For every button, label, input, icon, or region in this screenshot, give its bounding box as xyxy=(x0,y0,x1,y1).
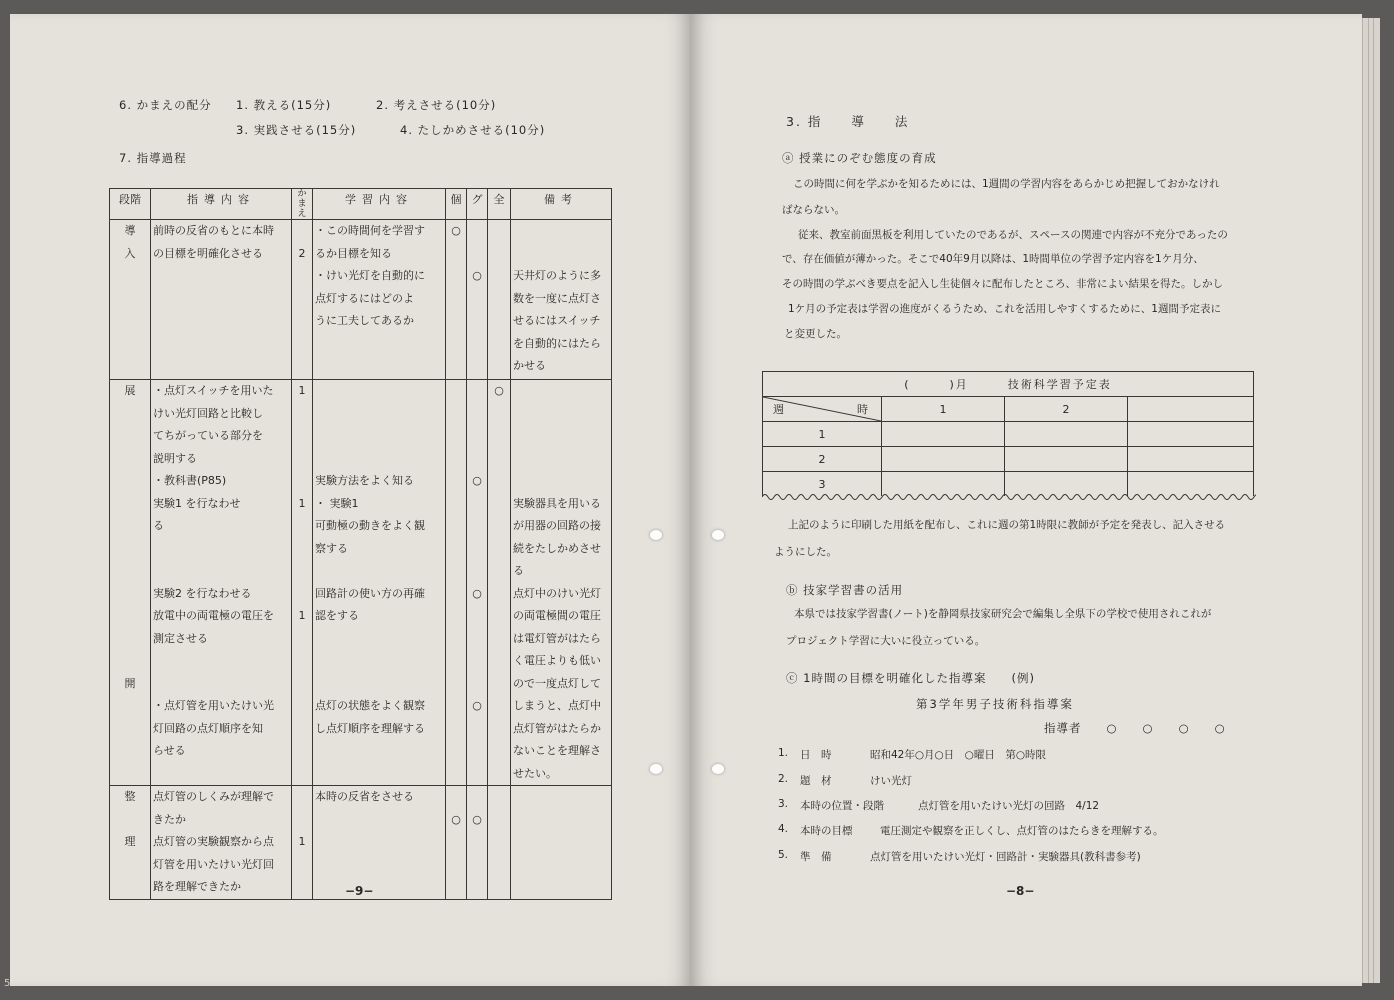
plan-item-value: 点灯管を用いたけい光灯・回路計・実験器具(教科書参考) xyxy=(870,851,1141,863)
cell-line xyxy=(315,403,443,426)
cell-line: 理 xyxy=(124,835,136,848)
cell-line xyxy=(112,493,148,516)
cell-line xyxy=(294,425,310,448)
cell-kamae xyxy=(292,220,313,380)
cell-line: 数を一度に点灯さ xyxy=(513,291,601,305)
cell-line: が用器の回路の接 xyxy=(513,519,601,532)
cell-line xyxy=(112,403,148,426)
cell-line xyxy=(315,380,443,403)
cell-line xyxy=(469,448,485,471)
cell-content xyxy=(151,220,292,380)
cell-line xyxy=(315,673,443,696)
cell-line xyxy=(294,220,310,243)
cell-line xyxy=(469,243,485,266)
schedule-row-label: 3 xyxy=(763,472,882,497)
cell-line: 可動極の動きをよく観 xyxy=(315,519,425,532)
cell-line xyxy=(112,650,148,673)
cell-line xyxy=(469,605,485,628)
cell-line xyxy=(153,673,289,696)
cell-line: 整 xyxy=(124,790,136,803)
plan-item-label: 題 材 xyxy=(800,775,832,787)
col-header: 備考 xyxy=(511,189,612,220)
cell-line: 実験2 を行なわせる xyxy=(153,586,252,600)
cell-line xyxy=(469,403,485,426)
paragraph-line: で、存在価値が薄かった。そこで40年9月以降は、1時間単位の学習予定内容を1ケ月分、 xyxy=(782,253,1204,265)
paragraph-line: プロジェクト学習に大いに役立っている。 xyxy=(786,635,986,647)
schedule-cell xyxy=(1005,447,1128,472)
cell-line: ・ 実験1 xyxy=(315,496,359,510)
cell-line: 灯管を用いたけい光灯回 xyxy=(153,857,274,871)
cell-stage xyxy=(110,786,151,900)
cell-zen xyxy=(488,380,511,786)
cell-line xyxy=(315,425,443,448)
plan-item-num: 1. xyxy=(778,747,789,759)
plan-item-num: 3. xyxy=(778,798,789,810)
corner-mark: 5 xyxy=(4,978,12,989)
cell-line xyxy=(112,583,148,606)
cell-line xyxy=(513,470,609,493)
folio: −8− xyxy=(1006,884,1035,898)
schedule-title: ( )月 技術科学習予定表 xyxy=(763,372,1254,397)
cell-line: ○ xyxy=(451,812,461,826)
cell-line: 導 xyxy=(124,224,136,237)
schedule-table xyxy=(762,371,1254,496)
cell-line xyxy=(294,583,310,606)
cell-line: 点灯するにはどのよ xyxy=(315,291,414,305)
subsection-a-heading: ⓐ 授業にのぞむ態度の育成 xyxy=(782,151,937,165)
cell-line xyxy=(294,448,310,471)
cell-line xyxy=(153,560,289,583)
cell-gu xyxy=(467,380,488,786)
cell-line xyxy=(513,403,609,426)
folio: −9− xyxy=(345,884,374,898)
plan-item-label: 準 備 xyxy=(800,851,832,863)
cell-line xyxy=(469,786,485,809)
cell-line: 説明する xyxy=(153,451,197,465)
cell-line: ○ xyxy=(472,699,482,712)
paragraph-line: 上記のように印刷した用紙を配布し、これに週の第1時限に教師が予定を発表し、記入させる xyxy=(788,519,1226,531)
wavy-cut-line xyxy=(762,492,1256,502)
cell-line: 開 xyxy=(124,676,136,690)
cell-kamae xyxy=(292,786,313,900)
cell-line: しまうと、点灯中 xyxy=(513,699,601,712)
cell-line: 灯回路の点灯順序を知 xyxy=(153,721,263,735)
cell-zen xyxy=(488,220,511,380)
cell-line: ので一度点灯して xyxy=(513,676,601,690)
cell-line: の目標を明確化させる xyxy=(153,246,263,260)
cell-learning xyxy=(313,220,446,380)
schedule-cell xyxy=(1128,447,1254,472)
cell-stage xyxy=(110,380,151,786)
schedule-col-header: 2 xyxy=(1005,397,1128,422)
week-label: 週 xyxy=(773,403,784,416)
cell-line: てちがっている部分を xyxy=(153,429,263,442)
period-label: 時 xyxy=(857,403,868,416)
cell-line: ・教科書(P85) xyxy=(153,474,227,487)
cell-line: を自動的にはたら xyxy=(513,336,601,350)
col-header: 学習内容 xyxy=(313,189,446,220)
plan-title: 第3学年男子技術科指導案 xyxy=(916,697,1074,711)
cell-line xyxy=(294,786,310,809)
schedule-row-label: 1 xyxy=(763,422,882,447)
cell-line: ○ xyxy=(472,269,482,282)
cell-line: 点灯管がはたらか xyxy=(513,721,601,735)
cell-notes xyxy=(511,380,612,786)
binding-hole xyxy=(650,530,662,540)
paragraph-line: ばならない。 xyxy=(782,204,845,216)
cell-line: ○ xyxy=(472,586,482,600)
cell-line: 1 xyxy=(298,384,306,397)
cell-content xyxy=(151,380,292,786)
cell-learning xyxy=(313,380,446,786)
item7-heading: 7. 指導過程 xyxy=(119,151,187,165)
cell-notes xyxy=(511,220,612,380)
cell-line: 点灯の状態をよく観察 xyxy=(315,699,425,712)
cell-line xyxy=(469,673,485,696)
cell-line: 回路計の使い方の再確 xyxy=(315,586,425,600)
cell-line xyxy=(294,538,310,561)
item6-label: 6. かまえの配分 xyxy=(119,98,212,112)
right-page xyxy=(690,14,1362,986)
paragraph-line: 本県では技家学習書(ノート)を静岡県技家研究会で編集し全県下の学校で使用されこれが xyxy=(794,608,1212,620)
cell-line: 点灯管の実験観察から点 xyxy=(153,835,274,848)
cell-line: ○ xyxy=(451,224,461,237)
table-row xyxy=(110,220,612,380)
cell-line xyxy=(513,220,609,243)
cell-line: 点灯中のけい光灯 xyxy=(513,586,601,600)
plan-item-label: 本時の目標 xyxy=(800,825,853,837)
cell-line xyxy=(112,515,148,538)
cell-line: く電圧よりも低い xyxy=(513,654,601,667)
cell-kamae xyxy=(292,380,313,786)
plan-item-value: 昭和42年○月○日 ○曜日 第○時限 xyxy=(870,749,1047,761)
subsection-c-heading: ⓒ 1時間の目標を明確化した指導案 (例) xyxy=(786,671,1035,685)
process-table xyxy=(109,188,612,900)
cell-stage xyxy=(110,220,151,380)
paragraph-line: ようにした。 xyxy=(774,546,837,558)
cell-line xyxy=(315,560,443,583)
cell-line: ・点灯スイッチを用いた xyxy=(153,384,274,397)
cell-line: し点灯順序を理解する xyxy=(315,721,425,735)
cell-line xyxy=(112,809,148,832)
cell-line xyxy=(469,425,485,448)
cell-line: る xyxy=(153,519,164,532)
cell-ko xyxy=(446,380,467,786)
cell-line xyxy=(112,560,148,583)
plan-item-num: 4. xyxy=(778,823,789,835)
header-row xyxy=(110,189,612,220)
cell-line xyxy=(112,448,148,471)
paragraph-line: その時間の学ぶべき要点を記入し生徒個々に配布したところ、非常によい結果を得た。しかし xyxy=(782,278,1223,290)
table-row xyxy=(110,380,612,786)
cell-line: らせる xyxy=(153,744,186,757)
paragraph-line: 1ケ月の予定表は学習の進度がくるうため、これを活用しやすくするために、1週間予定表に xyxy=(788,303,1221,315)
schedule-cell xyxy=(1128,422,1254,447)
item6-a: 1. 教える(15分) xyxy=(236,98,332,112)
cell-line: ○ xyxy=(472,474,482,487)
schedule-cell xyxy=(882,447,1005,472)
cell-line: 路を理解できたか xyxy=(153,880,241,893)
binding-hole xyxy=(650,764,662,774)
plan-item-label: 本時の位置・段階 xyxy=(800,800,884,812)
schedule-cell xyxy=(882,422,1005,447)
paragraph-line: と変更した。 xyxy=(784,328,847,340)
item6-d: 4. たしかめさせる(10分) xyxy=(400,123,546,137)
cell-line xyxy=(315,650,443,673)
col-header: かまえ xyxy=(292,189,313,220)
schedule-col-header xyxy=(1128,397,1254,422)
subsection-b-heading: ⓑ 技家学習書の活用 xyxy=(786,583,904,597)
cell-line xyxy=(112,605,148,628)
paragraph-line: この時間に何を学ぶかを知るためには、1週間の学習内容をあらかじめ把握しておかなけれ xyxy=(793,178,1220,190)
cell-line xyxy=(112,628,148,651)
cell-line: 前時の反省のもとに本時 xyxy=(153,224,274,237)
cell-line: せたい。 xyxy=(513,766,557,780)
table-row xyxy=(110,786,612,900)
cell-line xyxy=(153,538,289,561)
cell-line xyxy=(112,538,148,561)
plan-item-num: 2. xyxy=(778,773,789,785)
cell-zen xyxy=(488,786,511,900)
cell-learning xyxy=(313,786,446,900)
cell-line xyxy=(469,650,485,673)
plan-item-label: 日 時 xyxy=(800,749,832,761)
schedule-row-label: 2 xyxy=(763,447,882,472)
col-header: 段階 xyxy=(110,189,151,220)
cell-line xyxy=(112,470,148,493)
page-edge xyxy=(1373,18,1380,983)
cell-line xyxy=(469,220,485,243)
cell-line: ・点灯管を用いたけい光 xyxy=(153,699,274,712)
cell-line xyxy=(469,538,485,561)
cell-line: の両電極間の電圧 xyxy=(513,609,601,622)
cell-line: る xyxy=(513,564,524,577)
cell-line xyxy=(513,380,609,403)
cell-line: きたか xyxy=(153,812,186,826)
col-header: 全 xyxy=(488,189,511,220)
cell-ko xyxy=(446,220,467,380)
cell-line xyxy=(469,560,485,583)
cell-line xyxy=(469,515,485,538)
schedule-col-header: 1 xyxy=(882,397,1005,422)
cell-line: 1 xyxy=(298,835,306,848)
cell-line: 2 xyxy=(298,246,306,260)
cell-line: ないことを理解さ xyxy=(513,744,601,757)
cell-line: 本時の反省をさせる xyxy=(315,790,414,803)
cell-line: ○ xyxy=(472,812,482,826)
cell-line: うに工夫してあるか xyxy=(315,314,414,327)
cell-line xyxy=(315,448,443,471)
cell-line: 実験器具を用いる xyxy=(513,496,601,510)
cell-line: 放電中の両電極の電圧を xyxy=(153,609,274,622)
item6-c: 3. 実践させる(15分) xyxy=(236,123,357,137)
cell-line xyxy=(294,470,310,493)
col-header: 個 xyxy=(446,189,467,220)
cell-line: ○ xyxy=(494,384,504,397)
cell-line: 点灯管のしくみが理解で xyxy=(153,790,274,803)
cell-line: 入 xyxy=(124,246,136,260)
cell-content xyxy=(151,786,292,900)
cell-line: けい光灯回路と比較し xyxy=(153,406,263,420)
cell-line xyxy=(469,628,485,651)
plan-item-value: けい光灯 xyxy=(870,775,912,787)
cell-line xyxy=(294,809,310,832)
cell-line: 天井灯のように多 xyxy=(513,269,601,282)
binding-hole xyxy=(712,764,724,774)
cell-line: 続をたしかめさせ xyxy=(513,541,601,555)
cell-line: せるにはスイッチ xyxy=(513,314,601,327)
plan-item-num: 5. xyxy=(778,849,789,861)
cell-line xyxy=(448,786,464,809)
cell-line: 展 xyxy=(124,384,136,397)
section-heading: 3. 指 導 法 xyxy=(786,114,910,129)
cell-line: 実験方法をよく知る xyxy=(315,474,414,487)
cell-line: るか目標を知る xyxy=(315,246,392,260)
cell-line: ・けい光灯を自動的に xyxy=(315,269,425,282)
cell-line xyxy=(294,403,310,426)
cell-line: 察する xyxy=(315,541,348,555)
cell-line: かせる xyxy=(513,359,546,372)
col-header: グ xyxy=(467,189,488,220)
cell-ko xyxy=(446,786,467,900)
binding-hole xyxy=(712,530,724,540)
cell-line xyxy=(112,425,148,448)
cell-line: は電灯管がはたら xyxy=(513,631,601,645)
cell-gu xyxy=(467,220,488,380)
cell-line xyxy=(153,650,289,673)
cell-line xyxy=(294,560,310,583)
cell-line xyxy=(469,493,485,516)
col-header: 指導内容 xyxy=(151,189,292,220)
cell-line xyxy=(294,515,310,538)
schedule-corner-cell xyxy=(763,397,882,422)
left-page xyxy=(10,14,692,986)
schedule-cell xyxy=(1005,422,1128,447)
cell-gu xyxy=(467,786,488,900)
cell-line: 1 xyxy=(298,496,306,510)
cell-line xyxy=(315,628,443,651)
cell-line: 実験1 を行なわせ xyxy=(153,496,241,510)
cell-line: 測定させる xyxy=(153,631,208,645)
instructor-line: 指導者 ○ ○ ○ ○ xyxy=(1044,721,1226,735)
cell-line: 認をする xyxy=(315,609,359,622)
cell-line xyxy=(513,448,609,471)
item6-b: 2. 考えさせる(10分) xyxy=(376,98,497,112)
cell-line xyxy=(513,243,609,266)
cell-notes xyxy=(511,786,612,900)
cell-line: 1 xyxy=(298,609,306,622)
plan-item-value: 点灯管を用いたけい光灯の回路 4/12 xyxy=(918,800,1100,812)
cell-line xyxy=(513,425,609,448)
cell-line: ・この時間何を学習す xyxy=(315,224,425,237)
plan-item-value: 電圧測定や観察を正しくし、点灯管のはたらきを理解する。 xyxy=(880,825,1164,837)
cell-line xyxy=(469,380,485,403)
paragraph-line: 従来、教室前面黒板を利用していたのであるが、スペースの関連で内容が不充分であったの xyxy=(798,229,1228,241)
